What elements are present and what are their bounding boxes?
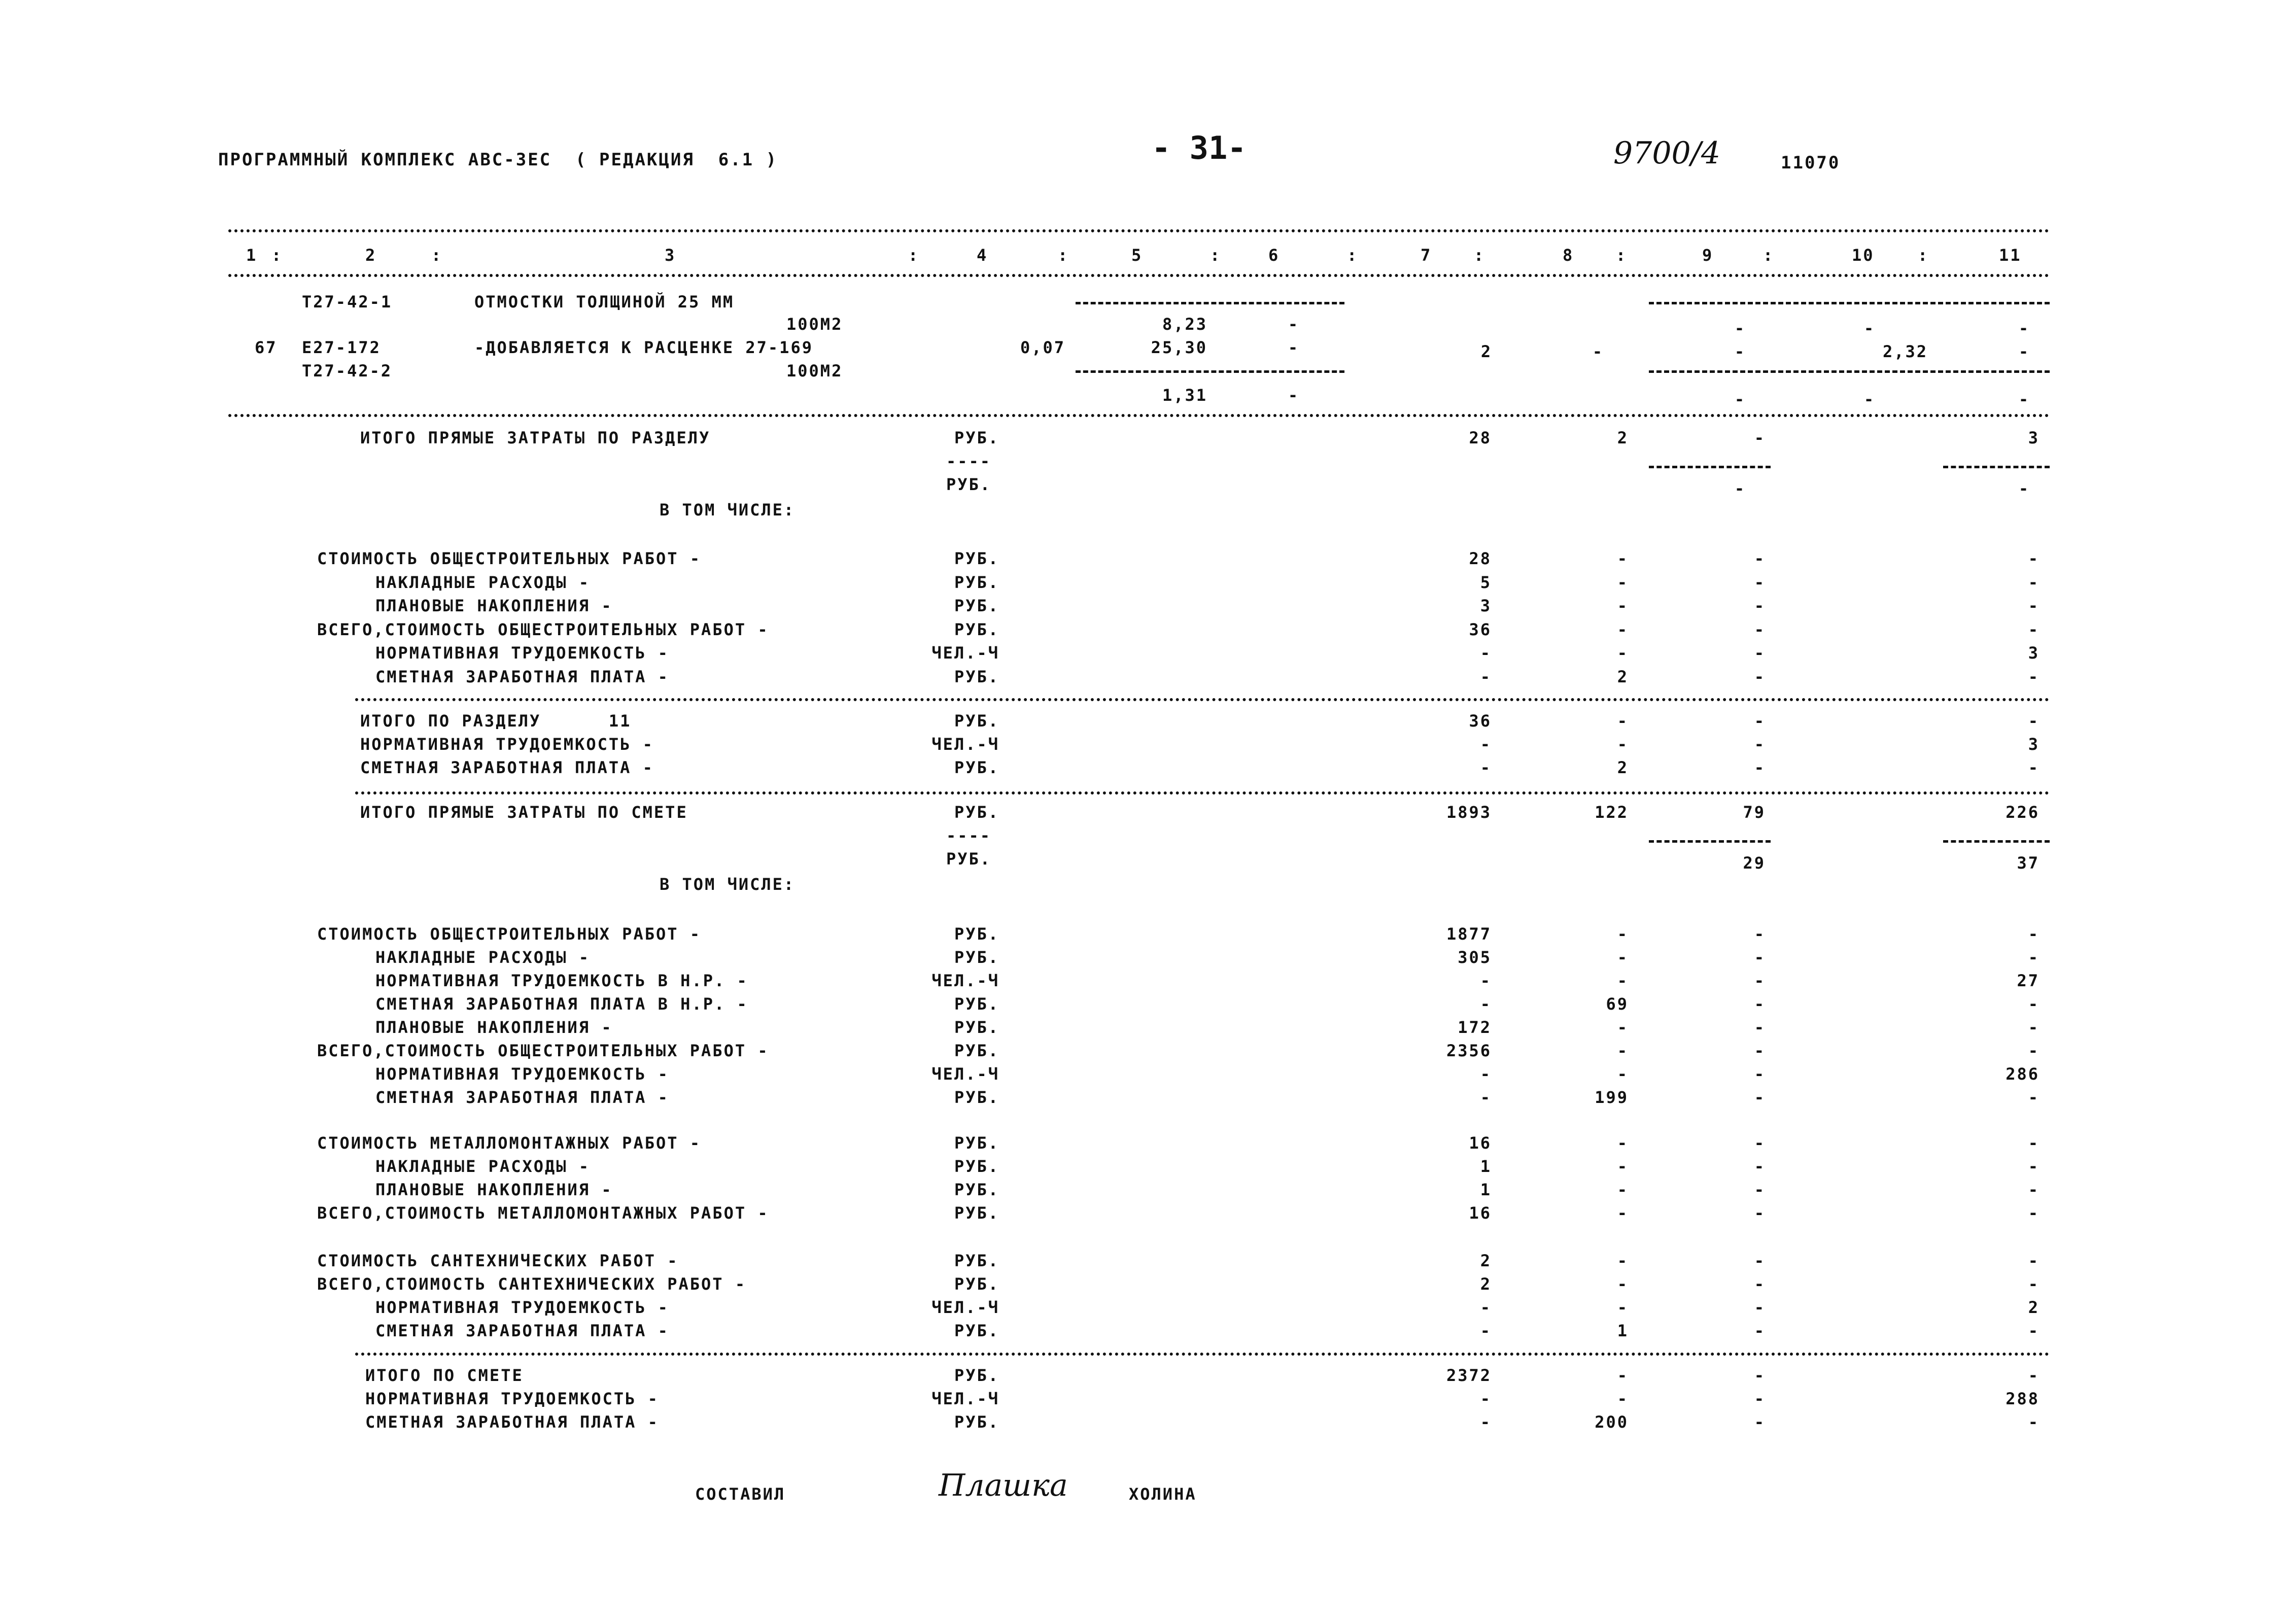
col9-value: - [1754,971,1766,990]
col11-value: - [2028,1203,2040,1223]
col9-value: - [1754,1389,1766,1408]
col9-value: - [1754,735,1766,754]
unit-label: ЧЕЛ.-Ч [931,735,999,754]
unit-label: РУБ. [954,948,999,967]
row-label: ПЛАНОВЫЕ НАКОПЛЕНИЯ - [375,1018,613,1037]
col10-value: - [1863,319,1876,338]
row-label: ВСЕГО,СТОИМОСТЬ ОБЩЕСТРОИТЕЛЬНЫХ РАБОТ - [317,619,769,639]
col11-value: 37 [2017,853,2040,873]
unit-label: РУБ. [954,1412,999,1432]
row-label: НОРМАТИВНАЯ ТРУДОЕМКОСТЬ - [360,735,654,754]
unit-label: РУБ. [954,572,999,592]
column-separator: : [1347,246,1359,265]
item-description: -ДОБАВЛЯЕТСЯ К РАСЦЕНКЕ 27-169 [474,338,813,357]
col7-value: 1 [1480,1180,1492,1199]
row-label: НОРМАТИВНАЯ ТРУДОЕМКОСТЬ - [375,643,669,663]
col9-value: - [1754,1274,1766,1294]
col8-value: 122 [1595,803,1629,822]
col9-value: - [1754,1064,1766,1084]
col9-value: - [1754,572,1766,592]
row-label: СМЕТНАЯ ЗАРАБОТНАЯ ПЛАТА - [375,1088,669,1107]
col11-value: 2 [2028,1298,2040,1317]
rate-rule [1649,370,2050,373]
col8-value: 69 [1606,994,1629,1014]
col11-value: - [2018,342,2030,361]
col7-value: 1877 [1446,924,1492,944]
column-number: 11 [1999,246,2022,265]
col11-value: 3 [2028,735,2040,754]
col9-value: - [1754,1041,1766,1060]
section-rule [355,1353,2050,1356]
section-rule [228,414,2050,417]
col6-value: - [1288,315,1300,334]
col7-value: 28 [1469,549,1492,568]
section-rule [355,791,2050,794]
unit-label: ЧЕЛ.-Ч [931,1389,999,1408]
col7-value: - [1480,1321,1492,1340]
col11-value: - [2028,1274,2040,1294]
col7-value: 2372 [1446,1366,1492,1385]
col8-value: - [1617,1180,1629,1199]
column-separator: : [1616,246,1628,265]
including-heading: В ТОМ ЧИСЛЕ: [660,500,796,520]
unit-dashes: ---- [946,452,992,471]
item-unit: 100М2 [786,315,843,334]
item-code: Е27-172 [302,338,381,357]
item-code: Т27-42-2 [302,361,393,381]
col9-value: - [1754,994,1766,1014]
col8-value: 1 [1617,1321,1629,1340]
col8-value: - [1617,711,1629,731]
col11-value: - [2028,948,2040,967]
col9-value: - [1754,1157,1766,1176]
col8-value: 200 [1595,1412,1629,1432]
col7-value: - [1480,1412,1492,1432]
col8-value: 199 [1595,1088,1629,1107]
col11-value: 3 [2028,643,2040,663]
row-label: СМЕТНАЯ ЗАРАБОТНАЯ ПЛАТА - [365,1412,659,1432]
col11-value: - [2028,1321,2040,1340]
column-separator: : [908,246,920,265]
unit-label: РУБ. [954,803,999,822]
col11-value: - [2028,758,2040,777]
col8-value: - [1617,1251,1629,1270]
row-label: ПЛАНОВЫЕ НАКОПЛЕНИЯ - [375,1180,613,1199]
col10-value: 2,32 [1882,342,1928,361]
col11-value: - [2028,1180,2040,1199]
col7-value: 28 [1469,428,1492,447]
column-number: 8 [1563,246,1574,265]
col11-value: - [2028,994,2040,1014]
col8-value: - [1617,948,1629,967]
col10-value: - [1863,390,1876,409]
col9-value: - [1754,1251,1766,1270]
row-label: НОРМАТИВНАЯ ТРУДОЕМКОСТЬ - [365,1389,659,1408]
including-heading: В ТОМ ЧИСЛЕ: [660,875,796,894]
row-label: НАКЛАДНЫЕ РАСХОДЫ - [375,948,591,967]
sheet-number: 11070 [1781,153,1841,173]
col9-value: - [1754,1366,1766,1385]
unit-label: РУБ. [954,1088,999,1107]
col8-value: - [1617,1133,1629,1153]
col6-value: - [1288,386,1300,405]
col11-value: - [2028,572,2040,592]
column-number: 10 [1852,246,1875,265]
rate-rule [1943,466,2050,468]
column-number: 6 [1268,246,1280,265]
unit-label: РУБ. [954,1274,999,1294]
col11-value: - [2028,1088,2040,1107]
item-description: ОТМОСТКИ ТОЛЩИНОЙ 25 ММ [474,292,735,312]
col11-value: - [2028,924,2040,944]
col9-value: - [1754,1133,1766,1153]
col5-value: 8,23 [1162,315,1207,334]
unit-label: ЧЕЛ.-Ч [931,1298,999,1317]
row-label: ВСЕГО,СТОИМОСТЬ САНТЕХНИЧЕСКИХ РАБОТ - [317,1274,747,1294]
unit-label: РУБ. [954,1133,999,1153]
col8-value: 2 [1617,758,1629,777]
col9-value: 29 [1743,853,1766,873]
column-separator: : [271,246,283,265]
row-label: НАКЛАДНЫЕ РАСХОДЫ - [375,572,591,592]
col9-value: - [1754,1180,1766,1199]
column-number: 4 [977,246,988,265]
unit-label: РУБ. [954,619,999,639]
row-label: СМЕТНАЯ ЗАРАБОТНАЯ ПЛАТА - [375,1321,669,1340]
col9-value: - [1754,924,1766,944]
col11-value: - [2028,1041,2040,1060]
row-label: НАКЛАДНЫЕ РАСХОДЫ - [375,1157,591,1176]
row-label: СТОИМОСТЬ ОБЩЕСТРОИТЕЛЬНЫХ РАБОТ - [317,924,702,944]
col7-value: 1893 [1446,803,1492,822]
col11-value: - [2018,390,2030,409]
col11-value: - [2028,1366,2040,1385]
row-label: СМЕТНАЯ ЗАРАБОТНАЯ ПЛАТА В Н.Р. - [375,994,748,1014]
unit-label: РУБ. [954,924,999,944]
rate-rule [1943,840,2050,843]
col9-value: 79 [1743,803,1766,822]
col9-value: - [1754,643,1766,663]
col8-value: - [1617,924,1629,944]
col7-value: 16 [1469,1133,1492,1153]
col11-value: - [2028,1412,2040,1432]
col11-value: - [2028,711,2040,731]
col7-value: 5 [1480,572,1492,592]
col11-value: - [2028,1251,2040,1270]
row-label: ИТОГО ПО РАЗДЕЛУ 11 [360,711,632,731]
header-bottom-rule [228,274,2050,277]
row-label: НОРМАТИВНАЯ ТРУДОЕМКОСТЬ - [375,1064,669,1084]
col9-value: - [1754,1298,1766,1317]
col11-value: - [2028,1157,2040,1176]
col7-value: - [1480,1064,1492,1084]
col7-value: 36 [1469,619,1492,639]
col8-value: - [1617,572,1629,592]
col7-value: 172 [1458,1018,1492,1037]
col5-value: 25,30 [1151,338,1207,357]
col9-value: - [1734,390,1746,409]
rate-rule [1076,370,1344,373]
col11-value: - [2028,1133,2040,1153]
col11-value: 286 [2006,1064,2040,1084]
col9-value: - [1754,948,1766,967]
unit-dashes: ---- [946,826,992,845]
unit-label: РУБ. [954,711,999,731]
item-code: Т27-42-1 [302,292,393,312]
col11-value: - [2028,619,2040,639]
col7-value: 3 [1480,596,1492,615]
col8-value: - [1617,619,1629,639]
col7-value: 2356 [1446,1041,1492,1060]
row-label: ВСЕГО,СТОИМОСТЬ МЕТАЛЛОМОНТАЖНЫХ РАБОТ - [317,1203,769,1223]
rate-rule [1076,302,1344,304]
col7-value: 36 [1469,711,1492,731]
col9-value: - [1734,319,1746,338]
unit-label: ЧЕЛ.-Ч [931,643,999,663]
row-label: НОРМАТИВНАЯ ТРУДОЕМКОСТЬ - [375,1298,669,1317]
table-top-rule [228,229,2050,232]
rate-rule [1649,302,2050,304]
section-rule [355,698,2050,701]
rate-rule [1649,466,1771,468]
column-number: 2 [365,246,377,265]
col9-value: - [1754,667,1766,686]
col9-value: - [1754,428,1766,447]
col8-value: - [1592,342,1604,361]
col6-value: - [1288,338,1300,357]
rate-rule [1649,840,1771,843]
col9-value: - [1754,1412,1766,1432]
col11-value: - [2028,667,2040,686]
unit-label: РУБ. [954,428,999,447]
col7-value: 16 [1469,1203,1492,1223]
col11-value: - [2018,319,2030,338]
column-separator: : [431,246,443,265]
col8-value: - [1617,971,1629,990]
row-label: ПЛАНОВЫЕ НАКОПЛЕНИЯ - [375,596,613,615]
col9-value: - [1754,1088,1766,1107]
program-title: ПРОГРАММНЫЙ КОМПЛЕКС АВС-ЗЕС ( РЕДАКЦИЯ 6.1 ) [218,150,778,170]
col8-value: - [1617,1366,1629,1385]
row-label: СМЕТНАЯ ЗАРАБОТНАЯ ПЛАТА - [360,758,654,777]
row-label: СТОИМОСТЬ МЕТАЛЛОМОНТАЖНЫХ РАБОТ - [317,1133,702,1153]
col7-value: - [1480,1389,1492,1408]
col11-value: 3 [2028,428,2040,447]
col8-value: - [1617,1157,1629,1176]
column-separator: : [1474,246,1485,265]
item-number: 67 [255,338,278,357]
col11-value: - [2028,1018,2040,1037]
compiler-name: ХОЛИНА [1129,1484,1197,1504]
column-number: 9 [1702,246,1714,265]
row-label: СТОИМОСТЬ ОБЩЕСТРОИТЕЛЬНЫХ РАБОТ - [317,549,702,568]
col9-value: - [1754,549,1766,568]
col8-value: - [1617,1203,1629,1223]
col8-value: - [1617,643,1629,663]
row-label: СМЕТНАЯ ЗАРАБОТНАЯ ПЛАТА - [375,667,669,686]
column-number: 3 [665,246,676,265]
col7-value: 2 [1480,1274,1492,1294]
row-label: ИТОГО ПРЯМЫЕ ЗАТРАТЫ ПО СМЕТЕ [360,803,688,822]
col9-value: - [1734,479,1746,498]
column-separator: : [1058,246,1069,265]
col7-value: - [1480,758,1492,777]
unit-label: РУБ. [954,1041,999,1060]
col8-value: - [1617,1274,1629,1294]
row-label: ИТОГО ПРЯМЫЕ ЗАТРАТЫ ПО РАЗДЕЛУ [360,428,711,447]
document-code: 9700/4 [1613,135,1721,171]
col7-value: 2 [1480,1251,1492,1270]
col9-value: - [1754,596,1766,615]
column-number: 1 [246,246,258,265]
col8-value: - [1617,549,1629,568]
row-label: НОРМАТИВНАЯ ТРУДОЕМКОСТЬ В Н.Р. - [375,971,748,990]
col7-value: - [1480,643,1492,663]
col9-value: - [1754,1321,1766,1340]
col9-value: - [1734,342,1746,361]
unit-label: ЧЕЛ.-Ч [931,1064,999,1084]
column-separator: : [1210,246,1222,265]
page-number: - 31- [1152,129,1247,166]
col8-value: - [1617,596,1629,615]
unit-label: РУБ. [954,667,999,686]
column-number: 5 [1131,246,1143,265]
col9-value: - [1754,1018,1766,1037]
column-separator: : [1918,246,1929,265]
col7-value: 305 [1458,948,1492,967]
row-label: СТОИМОСТЬ САНТЕХНИЧЕСКИХ РАБОТ - [317,1251,679,1270]
col8-value: - [1617,1064,1629,1084]
compiled-by-label: СОСТАВИЛ [695,1484,786,1504]
unit-label: РУБ. [954,994,999,1014]
item-quantity: 0,07 [1020,338,1065,357]
col8-value: - [1617,1389,1629,1408]
unit-label: ЧЕЛ.-Ч [931,971,999,990]
col11-value: - [2018,479,2030,498]
unit-label: РУБ. [954,1251,999,1270]
col7-value: 1 [1480,1157,1492,1176]
col8-value: 2 [1617,428,1629,447]
column-separator: : [1763,246,1775,265]
col7-value: - [1480,1298,1492,1317]
col11-value: - [2028,596,2040,615]
col8-value: - [1617,735,1629,754]
col7-value: - [1480,971,1492,990]
unit-label: РУБ. [954,1366,999,1385]
col7-value: - [1480,994,1492,1014]
col7-value: - [1480,1088,1492,1107]
unit-label: РУБ. [954,549,999,568]
col9-value: - [1754,619,1766,639]
signature: Плашка [939,1468,1068,1503]
col11-value: - [2028,549,2040,568]
unit-label: РУБ. [954,1157,999,1176]
col11-value: 288 [2006,1389,2040,1408]
unit-label: РУБ. [954,1203,999,1223]
unit-label: РУБ. [954,1180,999,1199]
unit-label: РУБ. [954,758,999,777]
col8-value: - [1617,1298,1629,1317]
col11-value: 226 [2006,803,2040,822]
col7-value: 2 [1480,342,1493,361]
unit-label: РУБ. [946,475,992,494]
col9-value: - [1754,711,1766,731]
col7-value: - [1480,735,1492,754]
row-label: ВСЕГО,СТОИМОСТЬ ОБЩЕСТРОИТЕЛЬНЫХ РАБОТ - [317,1041,769,1060]
unit-label: РУБ. [954,1321,999,1340]
unit-label: РУБ. [954,596,999,615]
col11-value: 27 [2017,971,2040,990]
item-unit: 100М2 [786,361,843,381]
row-label: ИТОГО ПО СМЕТЕ [365,1366,524,1385]
unit-label: РУБ. [954,1018,999,1037]
column-number: 7 [1421,246,1432,265]
col8-value: 2 [1617,667,1629,686]
col9-value: - [1754,1203,1766,1223]
col7-value: - [1480,667,1492,686]
col8-value: - [1617,1018,1629,1037]
col9-value: - [1754,758,1766,777]
col5-value: 1,31 [1162,386,1207,405]
unit-label: РУБ. [946,849,992,869]
col8-value: - [1617,1041,1629,1060]
